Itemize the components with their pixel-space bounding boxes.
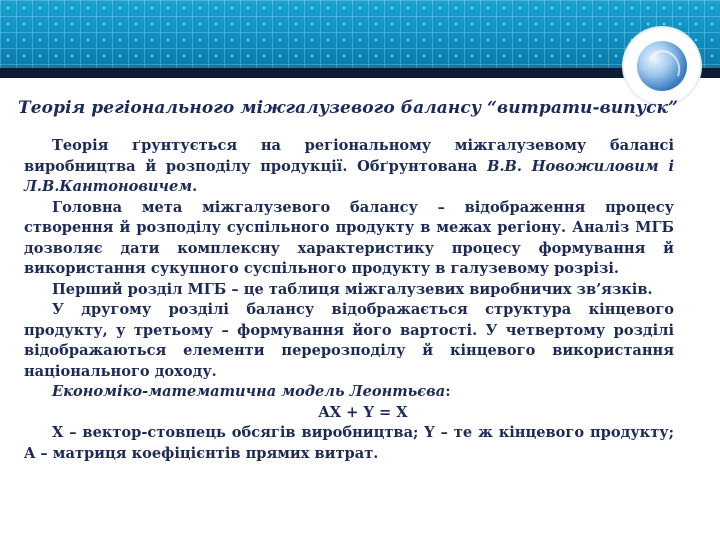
header-dot-pattern <box>0 0 720 68</box>
model-colon: : <box>445 383 451 400</box>
equation: AX + Y = X <box>318 403 408 421</box>
slide-title: Теорія регіонального міжгалузевого балансу “витрати-випуск” <box>18 98 679 118</box>
paragraph-model <box>24 382 674 403</box>
paragraph-theory <box>24 136 674 198</box>
header-rule <box>0 68 720 78</box>
paragraph-goal: Головна мета міжгалузевого балансу – відображення процесу створення й розподілу суспільного продукту в межах регіону. Аналіз МГБ дозволяє дати комплексну характеристику процесу формування й використання сукупного суспільного продукту в галузевому розрізі. <box>24 198 674 277</box>
paragraph-section-one: Перший розділ МГБ – це таблиця міжгалузевих виробничих зв’язків. <box>52 280 653 298</box>
authors: В.В. Новожиловим і Л.В.Кантоновичем <box>24 157 674 195</box>
paragraph-theory-text: Теорія ґрунтується на регіональному міжгалузевому балансі виробництва й розподілу продукції. Обґрунтована <box>24 137 674 175</box>
paragraph-definitions: X – вектор-стовпець обсягів виробництва; Y – те ж кінцевого продукту; A – матриця коефіцієнтів прямих витрат. <box>24 424 674 462</box>
header-band <box>0 0 720 68</box>
paragraph-theory-end: . <box>192 178 198 195</box>
model-label: Економіко-математична модель Леонтьєва <box>52 383 446 400</box>
paragraph-sections: У другому розділі балансу відображається структура кінцевого продукту, у третьому – формування його вартості. У четвертому розділі відображаються елементи перерозподілу й кінцевого використання національного доходу. <box>24 301 674 380</box>
slide-body <box>24 136 674 464</box>
